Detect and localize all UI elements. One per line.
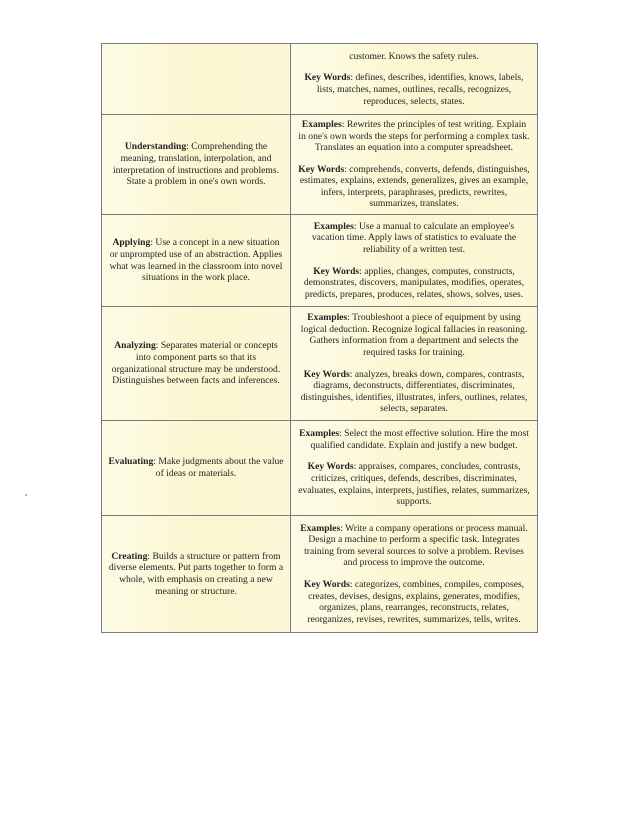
examples-label: Examples (307, 312, 348, 324)
detail-cell (291, 516, 538, 633)
level-paragraph (108, 340, 284, 386)
examples-paragraph (297, 312, 531, 358)
examples-label: Examples (313, 220, 354, 232)
keywords-label: Key Words (303, 579, 350, 590)
level-description: : Comprehending the meaning, translation, interpolation, and interpretation of instructions and problems. State a problem in one's own words. (113, 141, 279, 188)
level-cell (102, 115, 291, 215)
level-title: Analyzing (114, 340, 156, 352)
level-cell (102, 44, 291, 115)
examples-label: Examples (301, 118, 342, 130)
keywords-label: Key Words (304, 72, 351, 84)
level-description: : Builds a structure or pattern from diverse elements. Put parts together to form a whole, with emphasis on creating a new meaning or structure. (108, 550, 284, 597)
level-paragraph (108, 141, 284, 187)
level-description: : Make judgments about the value of ideas or materials. (153, 456, 284, 479)
examples-label: Examples (299, 428, 340, 440)
detail-cell (291, 44, 538, 115)
detail-cell (291, 215, 538, 307)
keywords-text: : comprehends, converts, defends, distinguishes, estimates, explains, extends, generalizes, gives an example, infers, interprets, paraphrases, predicts, rewrites, summarizes, translates. (299, 163, 530, 210)
bloom-taxonomy-table (101, 43, 538, 633)
level-title: Understanding (124, 141, 187, 153)
level-cell (102, 421, 291, 516)
examples-text: : Use a manual to calculate an employee's vacation time. Apply laws of statistics to evaluate the reliability of a written test. (311, 220, 517, 255)
level-title: Evaluating (108, 456, 154, 468)
examples-paragraph (297, 221, 531, 256)
keywords-paragraph (297, 72, 531, 107)
keywords-label: Key Words (307, 461, 354, 473)
level-paragraph (108, 237, 284, 283)
keywords-text: : analyzes, breaks down, compares, contrasts, diagrams, deconstructs, differentiates, discriminates, distinguishes, identifies, illustrates, infers, outlines, relates, selects, separates. (300, 368, 528, 415)
keywords-paragraph (297, 369, 531, 415)
keywords-label: Key Words (303, 368, 350, 380)
keywords-paragraph (297, 579, 531, 625)
keywords-paragraph (297, 461, 531, 507)
keywords-text: : applies, changes, computes, constructs, demonstrates, discovers, manipulates, modifies, operates, predicts, prepares, produces, relates, shows, solves, uses. (303, 265, 525, 300)
table-row (102, 307, 538, 421)
examples-text: : Select the most effective solution. Hire the most qualified candidate. Explain and justify a new budget. (310, 428, 529, 451)
detail-cell (291, 115, 538, 215)
examples-text: : Rewrites the principles of test writing. Explain in one's own words the steps for performing a complex task. Translates an equation into a computer spreadsheet. (298, 118, 530, 154)
examples-text: : Troubleshoot a piece of equipment by using logical deduction. Recognize logical fallacies in reasoning. Gathers information from a department and selects the required tasks for training. (300, 312, 528, 358)
scan-speck (25, 494, 27, 496)
table-row (102, 44, 538, 115)
examples-paragraph (297, 51, 531, 63)
level-cell (102, 307, 291, 421)
examples-label: Examples (300, 522, 341, 534)
level-description: : Use a concept in a new situation or unprompted use of an abstraction. Applies what was learned in the classroom into novel situations in the work place. (109, 237, 283, 284)
detail-cell (291, 307, 538, 421)
keywords-text: : appraises, compares, concludes, contrasts, criticizes, critiques, defends, describes, discriminates, evaluates, explains, interprets, justifies, relates, summarizes, supports. (298, 461, 530, 508)
level-paragraph (108, 551, 284, 597)
level-cell (102, 516, 291, 633)
examples-text: : Write a company operations or process manual. Design a machine to perform a specific task. Integrates training from several sources to solve a problem. Revises and process to improve the outcome. (304, 522, 528, 569)
table-row (102, 215, 538, 307)
examples-paragraph (297, 119, 531, 154)
keywords-text: : defines, describes, identifies, knows, labels, lists, matches, names, outlines, recalls, recognizes, reproduces, selects, states. (316, 72, 524, 107)
keywords-paragraph (297, 266, 531, 301)
level-paragraph (108, 456, 284, 479)
level-title: Creating (111, 550, 148, 562)
table-row (102, 115, 538, 215)
level-title: Applying (112, 237, 151, 249)
keywords-label: Key Words (313, 265, 360, 277)
level-cell (102, 215, 291, 307)
keywords-text: : categorizes, combines, compiles, composes, creates, devises, designs, explains, generates, modifies, organizes, plans, rearranges, reconstructs, relates, reorganizes, revises, rewrites, summarizes, tells, writes. (307, 579, 525, 625)
table-row (102, 421, 538, 516)
examples-text: customer. Knows the safety rules. (349, 50, 479, 62)
detail-cell (291, 421, 538, 516)
examples-paragraph (297, 428, 531, 451)
keywords-label: Key Words (298, 163, 345, 175)
keywords-paragraph (297, 164, 531, 210)
table-row (102, 516, 538, 633)
examples-paragraph (297, 523, 531, 569)
level-description: : Separates material or concepts into component parts so that its organizational structure may be understood. Distinguishes between facts and inferences. (111, 340, 281, 387)
